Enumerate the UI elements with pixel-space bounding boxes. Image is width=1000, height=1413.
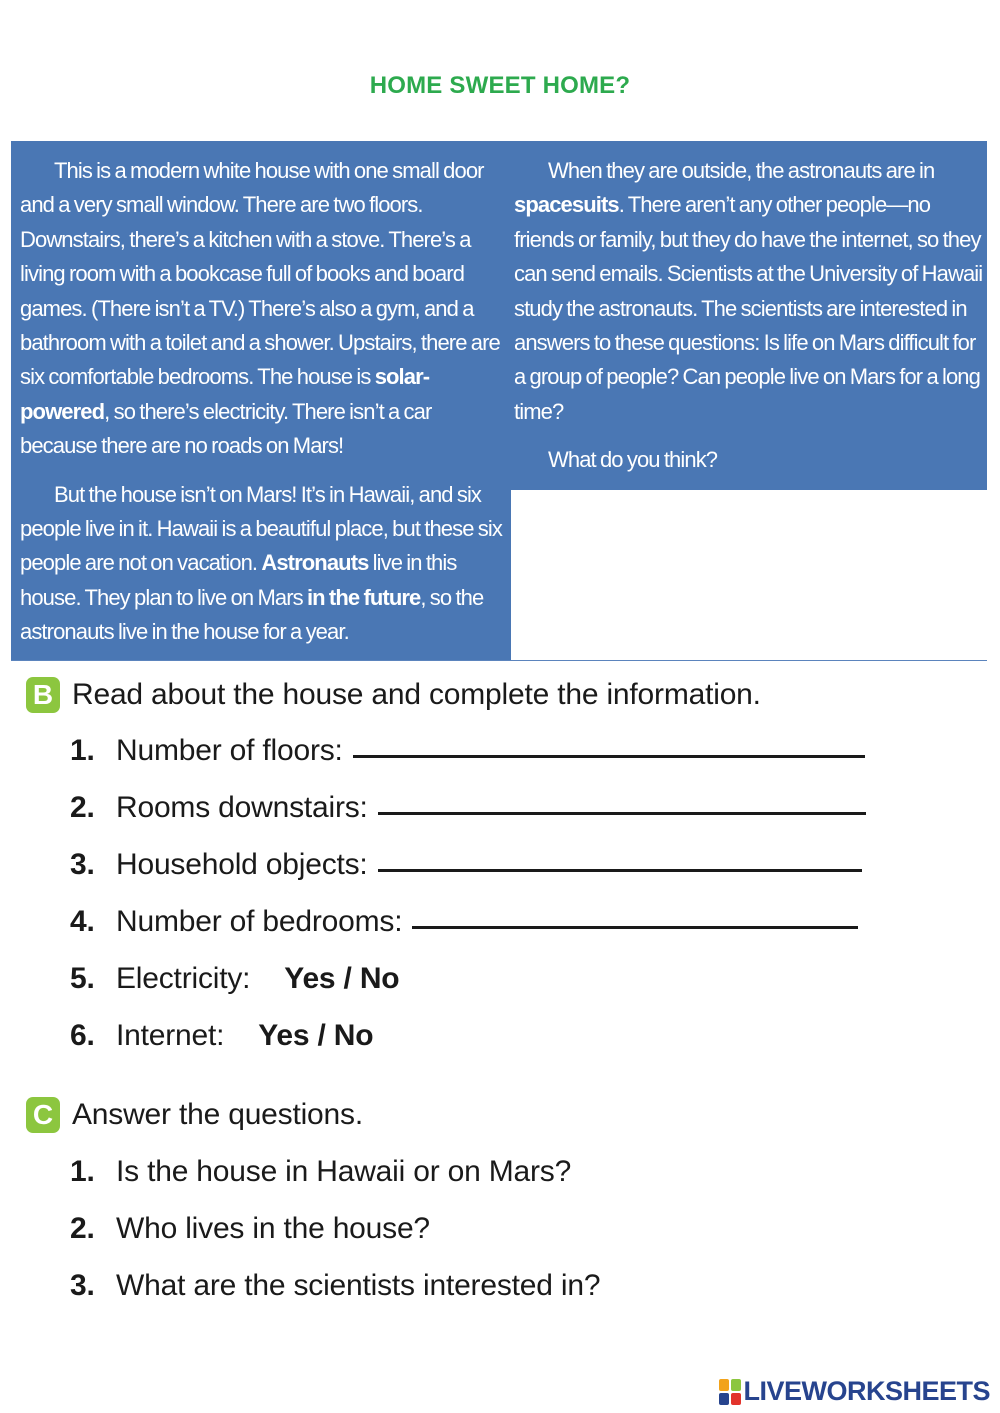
item-label: What are the scientists interested in? [116, 1269, 601, 1302]
reading-column-left [20, 154, 508, 650]
item-number: 3. [70, 848, 95, 881]
question-c2 [70, 1212, 430, 1246]
text-run: This is a modern white house with one small door and a very small window. There are two floors. Downstairs, there’s a kitchen with a stove. There’s a living room with a bookcase full of books and board games. (There isn’t a TV.) There’s also a gym, and a bathroom with a toilet and a shower. Upstairs, there are six comfortable bedrooms. The house is [20, 158, 500, 390]
reading-paragraph [514, 154, 984, 429]
item-label: Who lives in the house? [116, 1212, 430, 1245]
item-number: 5. [70, 962, 95, 995]
item-label: Is the house in Hawaii or on Mars? [116, 1155, 572, 1188]
item-number: 3. [70, 1269, 95, 1302]
item-label: Number of floors: [116, 734, 343, 767]
yes-no-choice-internet[interactable]: Yes / No [258, 1019, 374, 1052]
question-c3 [70, 1269, 600, 1303]
text-run: What do you think? [548, 447, 718, 473]
bold-term: in the future [306, 584, 421, 610]
reading-column-right [514, 154, 984, 478]
item-number: 2. [70, 791, 95, 824]
page-title: HOME SWEET HOME? [369, 72, 631, 99]
question-b1 [70, 734, 865, 768]
bold-term: solar-powered [20, 364, 430, 424]
yes-no-choice-electricity[interactable]: Yes / No [284, 962, 400, 995]
question-b3 [70, 848, 862, 882]
brand-name: LIVEWORKSHEETS [743, 1376, 990, 1406]
text-run: But the house isn’t on Mars! It’s in Hawaii, and six people live in it. Hawaii is a beautiful place, but these six people are not on vacation. [20, 481, 502, 576]
question-b2 [70, 791, 866, 825]
section-b-title: Read about the house and complete the information. [72, 678, 761, 711]
text-run: , so the astronauts live in the house for a year. [20, 584, 484, 645]
reading-paragraph [20, 478, 508, 650]
item-number: 2. [70, 1212, 95, 1245]
item-label: Household objects: [116, 848, 368, 881]
bold-term: spacesuits [514, 192, 619, 218]
panel-divider [11, 660, 987, 661]
answer-blank-floors[interactable] [353, 755, 865, 758]
answer-blank-rooms[interactable] [378, 812, 866, 815]
question-b4 [70, 905, 858, 939]
item-number: 1. [70, 1155, 95, 1188]
text-run: live in this house. They plan to live on Mars [20, 550, 457, 610]
item-number: 6. [70, 1019, 95, 1052]
section-c-heading [26, 1097, 363, 1133]
reading-paragraph [20, 154, 508, 464]
item-number: 1. [70, 734, 95, 767]
question-b5 [70, 962, 399, 996]
question-c1 [70, 1155, 571, 1189]
logo-mark-icon [719, 1379, 741, 1405]
reading-paragraph [514, 443, 984, 477]
item-number: 4. [70, 905, 95, 938]
answer-blank-bedrooms[interactable] [412, 926, 858, 929]
text-run: , so there’s electricity. There isn’t a car because there are no roads on Mars! [20, 398, 432, 459]
question-b6 [70, 1019, 373, 1053]
section-b-heading [26, 677, 761, 713]
section-c-badge: C [26, 1097, 60, 1133]
liveworksheets-logo [719, 1376, 990, 1407]
text-run: When they are outside, the astronauts are in [548, 158, 935, 183]
section-b-badge: B [26, 677, 60, 713]
item-label: Electricity: [116, 962, 251, 995]
text-run: . There aren’t any other people—no friends or family, but they do have the internet, so they can send emails. Scientists at the University of Hawaii study the astronauts. The scientists are interested in answers to these questions: Is life on Mars difficult for a group of people? Can people live on Mars for a long time? [514, 192, 983, 424]
item-label: Rooms downstairs: [116, 791, 368, 824]
answer-blank-objects[interactable] [378, 869, 862, 872]
item-label: Internet: [116, 1019, 225, 1052]
bold-term: Astronauts [261, 550, 369, 576]
item-label: Number of bedrooms: [116, 905, 403, 938]
section-c-title: Answer the questions. [72, 1098, 363, 1131]
